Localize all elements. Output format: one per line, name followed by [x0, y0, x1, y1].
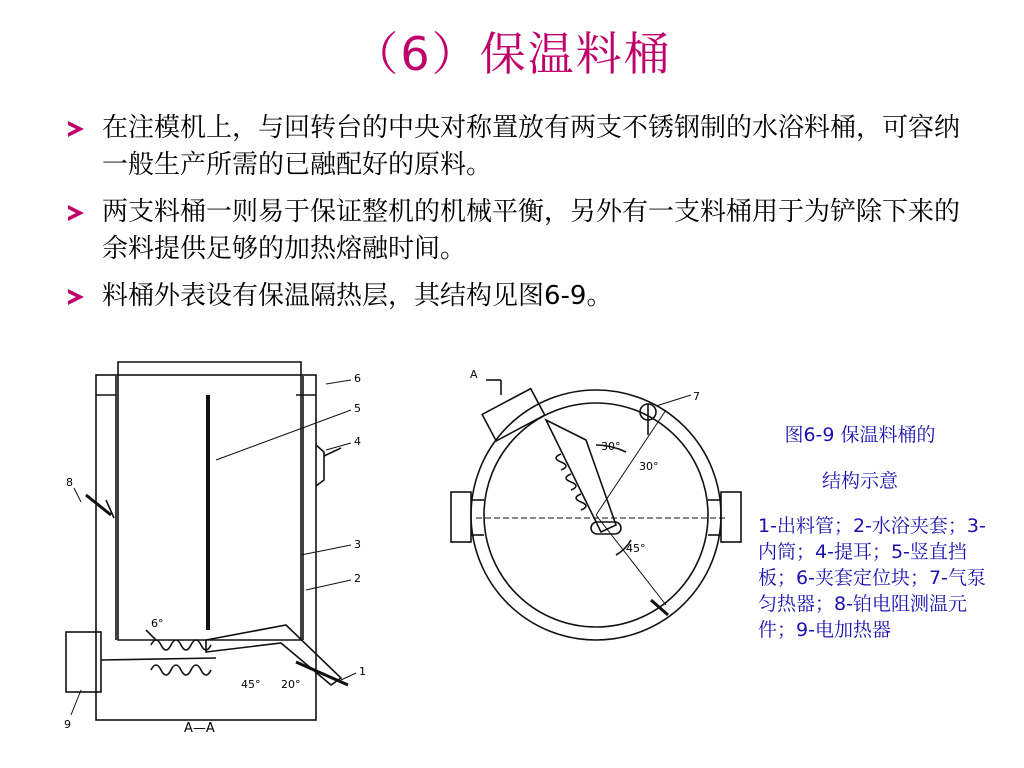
bullet-item: [64, 278, 964, 315]
part-number-8: 8: [66, 476, 73, 489]
section-label: A—A: [184, 721, 215, 736]
angle-label: 6°: [151, 617, 164, 630]
caption-line: 结构示意: [821, 470, 898, 492]
bullet-list: [64, 110, 964, 325]
bullet-text: 在注模机上，与回转台的中央对称置放有两支不锈钢制的水浴料桶，可容纳一般生产所需的已融配好的原料。: [102, 113, 961, 180]
part-number-1: 1: [359, 665, 366, 678]
part-number-6: 6: [354, 372, 361, 385]
caption-line: 图6-9 保温料桶的: [784, 424, 936, 446]
view-label: A: [470, 368, 478, 381]
section-view: [66, 362, 356, 720]
figure-caption: [760, 420, 960, 496]
bullet-arrow-icon: [68, 205, 84, 221]
page-title: （6）保温料桶: [352, 27, 672, 81]
bullet-item: [64, 194, 964, 268]
angle-label: 30°: [601, 440, 621, 453]
part-number-2: 2: [354, 572, 361, 585]
top-view: [451, 380, 741, 640]
angle-label: 45°: [241, 678, 261, 691]
angle-label: 45°: [626, 542, 646, 555]
part-number-4: 4: [354, 435, 361, 448]
barrel-diagram: [56, 340, 746, 760]
part-number-3: 3: [354, 538, 361, 551]
figure-legend: 1-出料管；2-水浴夹套；3-内筒；4-提耳；5-竖直挡板；6-夹套定位块；7-气泵匀热器；8-铂电阻测温元件；9-电加热器: [758, 515, 986, 641]
part-number-9: 9: [64, 718, 71, 731]
bullet-item: [64, 110, 964, 184]
part-number-7: 7: [693, 390, 700, 403]
angle-label: 20°: [281, 678, 301, 691]
bullet-text: 两支料桶一则易于保证整机的机械平衡，另外有一支料桶用于为铲除下来的余料提供足够的加热熔融时间。: [102, 197, 961, 264]
bullet-arrow-icon: [68, 121, 84, 137]
bullet-arrow-icon: [68, 289, 84, 305]
angle-label: 30°: [639, 460, 659, 473]
bullet-text: 料桶外表设有保温隔热层，其结构见图6-9。: [102, 281, 613, 311]
part-number-5: 5: [354, 402, 361, 415]
